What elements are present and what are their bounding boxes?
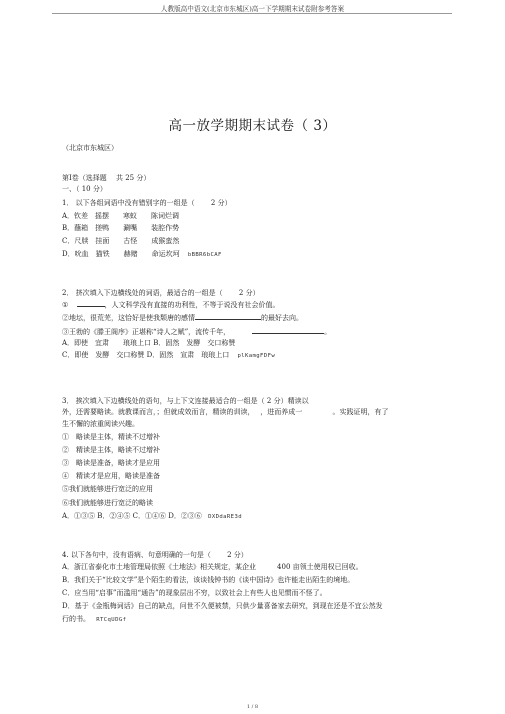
q2-l1-marker: ① [62, 301, 69, 309]
district-note: （北京市东城区） [62, 144, 118, 152]
running-header: 人教版高中语文(北京市东城区)高一下学期期末试卷附参考答案 [160, 5, 345, 13]
q3-line-3: 生不懈的浓重阅读兴趣。 [62, 420, 139, 428]
q1-option-c: C．尺牍 挂面 古怪 成猴蛮然 [62, 237, 180, 245]
q3-option-4: ④ 精读才是应用，略读是准备 [62, 472, 160, 480]
q4-option-c: C．应当用“启事”而滥用“通告”的现象层出不穷，以致社会上有些人也见惯而不怪了。 [62, 589, 327, 597]
q4-option-d-cont-row [62, 614, 126, 625]
q4-option-d-cont: 行的书。 [62, 615, 90, 623]
q4-stem: 4. 以下各句中，没有语病、句意明确的一句是（ 2 分） [62, 551, 248, 559]
q1-option-d-row [62, 249, 222, 260]
q2-stem: 2． 挤次填入下边横线处的词语，最适合的一组是（ 2 分） [62, 289, 260, 297]
q2-code: plKamgFDFw [237, 353, 276, 359]
q2-blank-2 [195, 312, 261, 320]
q3-option-2: ② 精读是主体，略读不过增补 [62, 446, 160, 454]
q1-option-b: B．蘸箱 搓鸭 涮嘴 装腔作势 [62, 224, 180, 232]
q3-option-5: ⑤我们就能够进行宽泛的应用 [62, 485, 153, 493]
q2-l2-end: 的最好去向。 [261, 314, 303, 322]
q3-option-1: ① 略读是主体，精读不过增补 [62, 433, 160, 441]
q4-option-a: A．浙江省泰化市土地管理局依照《土地法》相关规定，某企业 400 亩领土使用权已回收。 [62, 563, 363, 571]
q2-options-cd: C．即使 发酵 交口称赞 D．固然 宣肃 琅琅上口 [62, 351, 230, 359]
section-heading: 一、（ 10 分） [62, 185, 107, 193]
q2-l3-end: 。 [324, 328, 332, 336]
page-number: 1 / 8 [246, 704, 259, 710]
q3-answers: A．①③⑤ B．②④⑤ C．①④⑥ D．②③⑥ [62, 512, 202, 520]
q1-stem: 1． 以下各组词语中没有错别字的一组是（ 2 分） [62, 199, 232, 207]
page-title: 高一放学期期末试卷（ 3） [168, 118, 337, 134]
q3-line-2: 外，还需要略读。就教课而言，；但就成效而言，精读的训读， ，进而养成一 。实践证明，有了 [62, 408, 389, 416]
q3-code: DXDdaRE3d [208, 514, 242, 520]
q1-option-a: A．钦差 摇摆 寒蚁 陈词烂调 [62, 212, 180, 220]
q3-option-6: ⑥我们就能够进行宽泛的略读 [62, 499, 153, 507]
q2-line-1 [62, 299, 280, 310]
q2-blank-1 [77, 299, 105, 307]
q2-l3-text: ③王勃的《滕王阁序》正堪称“诗人之赋”，流传千年， [62, 328, 231, 336]
q2-blank-3 [252, 326, 324, 334]
q2-options-cd-row [62, 350, 275, 361]
q1-code: bBBR6bCAF [187, 252, 222, 258]
q3-stem: 3． 挨次填入下边横线处的语句，与上下文连接最适合的一组是（ 2 分）精读以 [62, 397, 309, 405]
q2-options-ab: A．即使 宜肃 琅琅上口 B．固然 发酵 交口称赞 [62, 339, 236, 347]
header-rule [52, 13, 452, 14]
q3-answers-row [62, 511, 242, 522]
q1-option-d: D．吮血 猫铁 赫赌 命运坎坷 [62, 250, 180, 258]
volume-heading: 第Ⅰ卷（选择题 共 25 分） [62, 174, 151, 182]
q2-line-2 [62, 312, 303, 323]
q2-l2-text: ②地坛，很荒芜，这恰好是使我颓唐的感情 [62, 314, 195, 322]
q4-option-b: B．我们关于“比较文学”是个陌生的看法，该谈钱钟书的《谈中国诗》也许能走出陌生的境地。 [62, 576, 355, 584]
q4-code: RTCqUDGf [96, 617, 127, 623]
q3-option-3: ③ 略读是准备，略读才是应用 [62, 459, 160, 467]
q2-line-3 [62, 326, 331, 337]
q2-l1-text: ，人文科学没有直接的功利性，不等于说没有社会价值。 [104, 301, 280, 309]
q4-option-d: D．基于《金瓶梅词话》自己的缺点，问世不久便被禁，只供少量喜备家去研究，到现在还是不宜公然发 [62, 602, 383, 610]
